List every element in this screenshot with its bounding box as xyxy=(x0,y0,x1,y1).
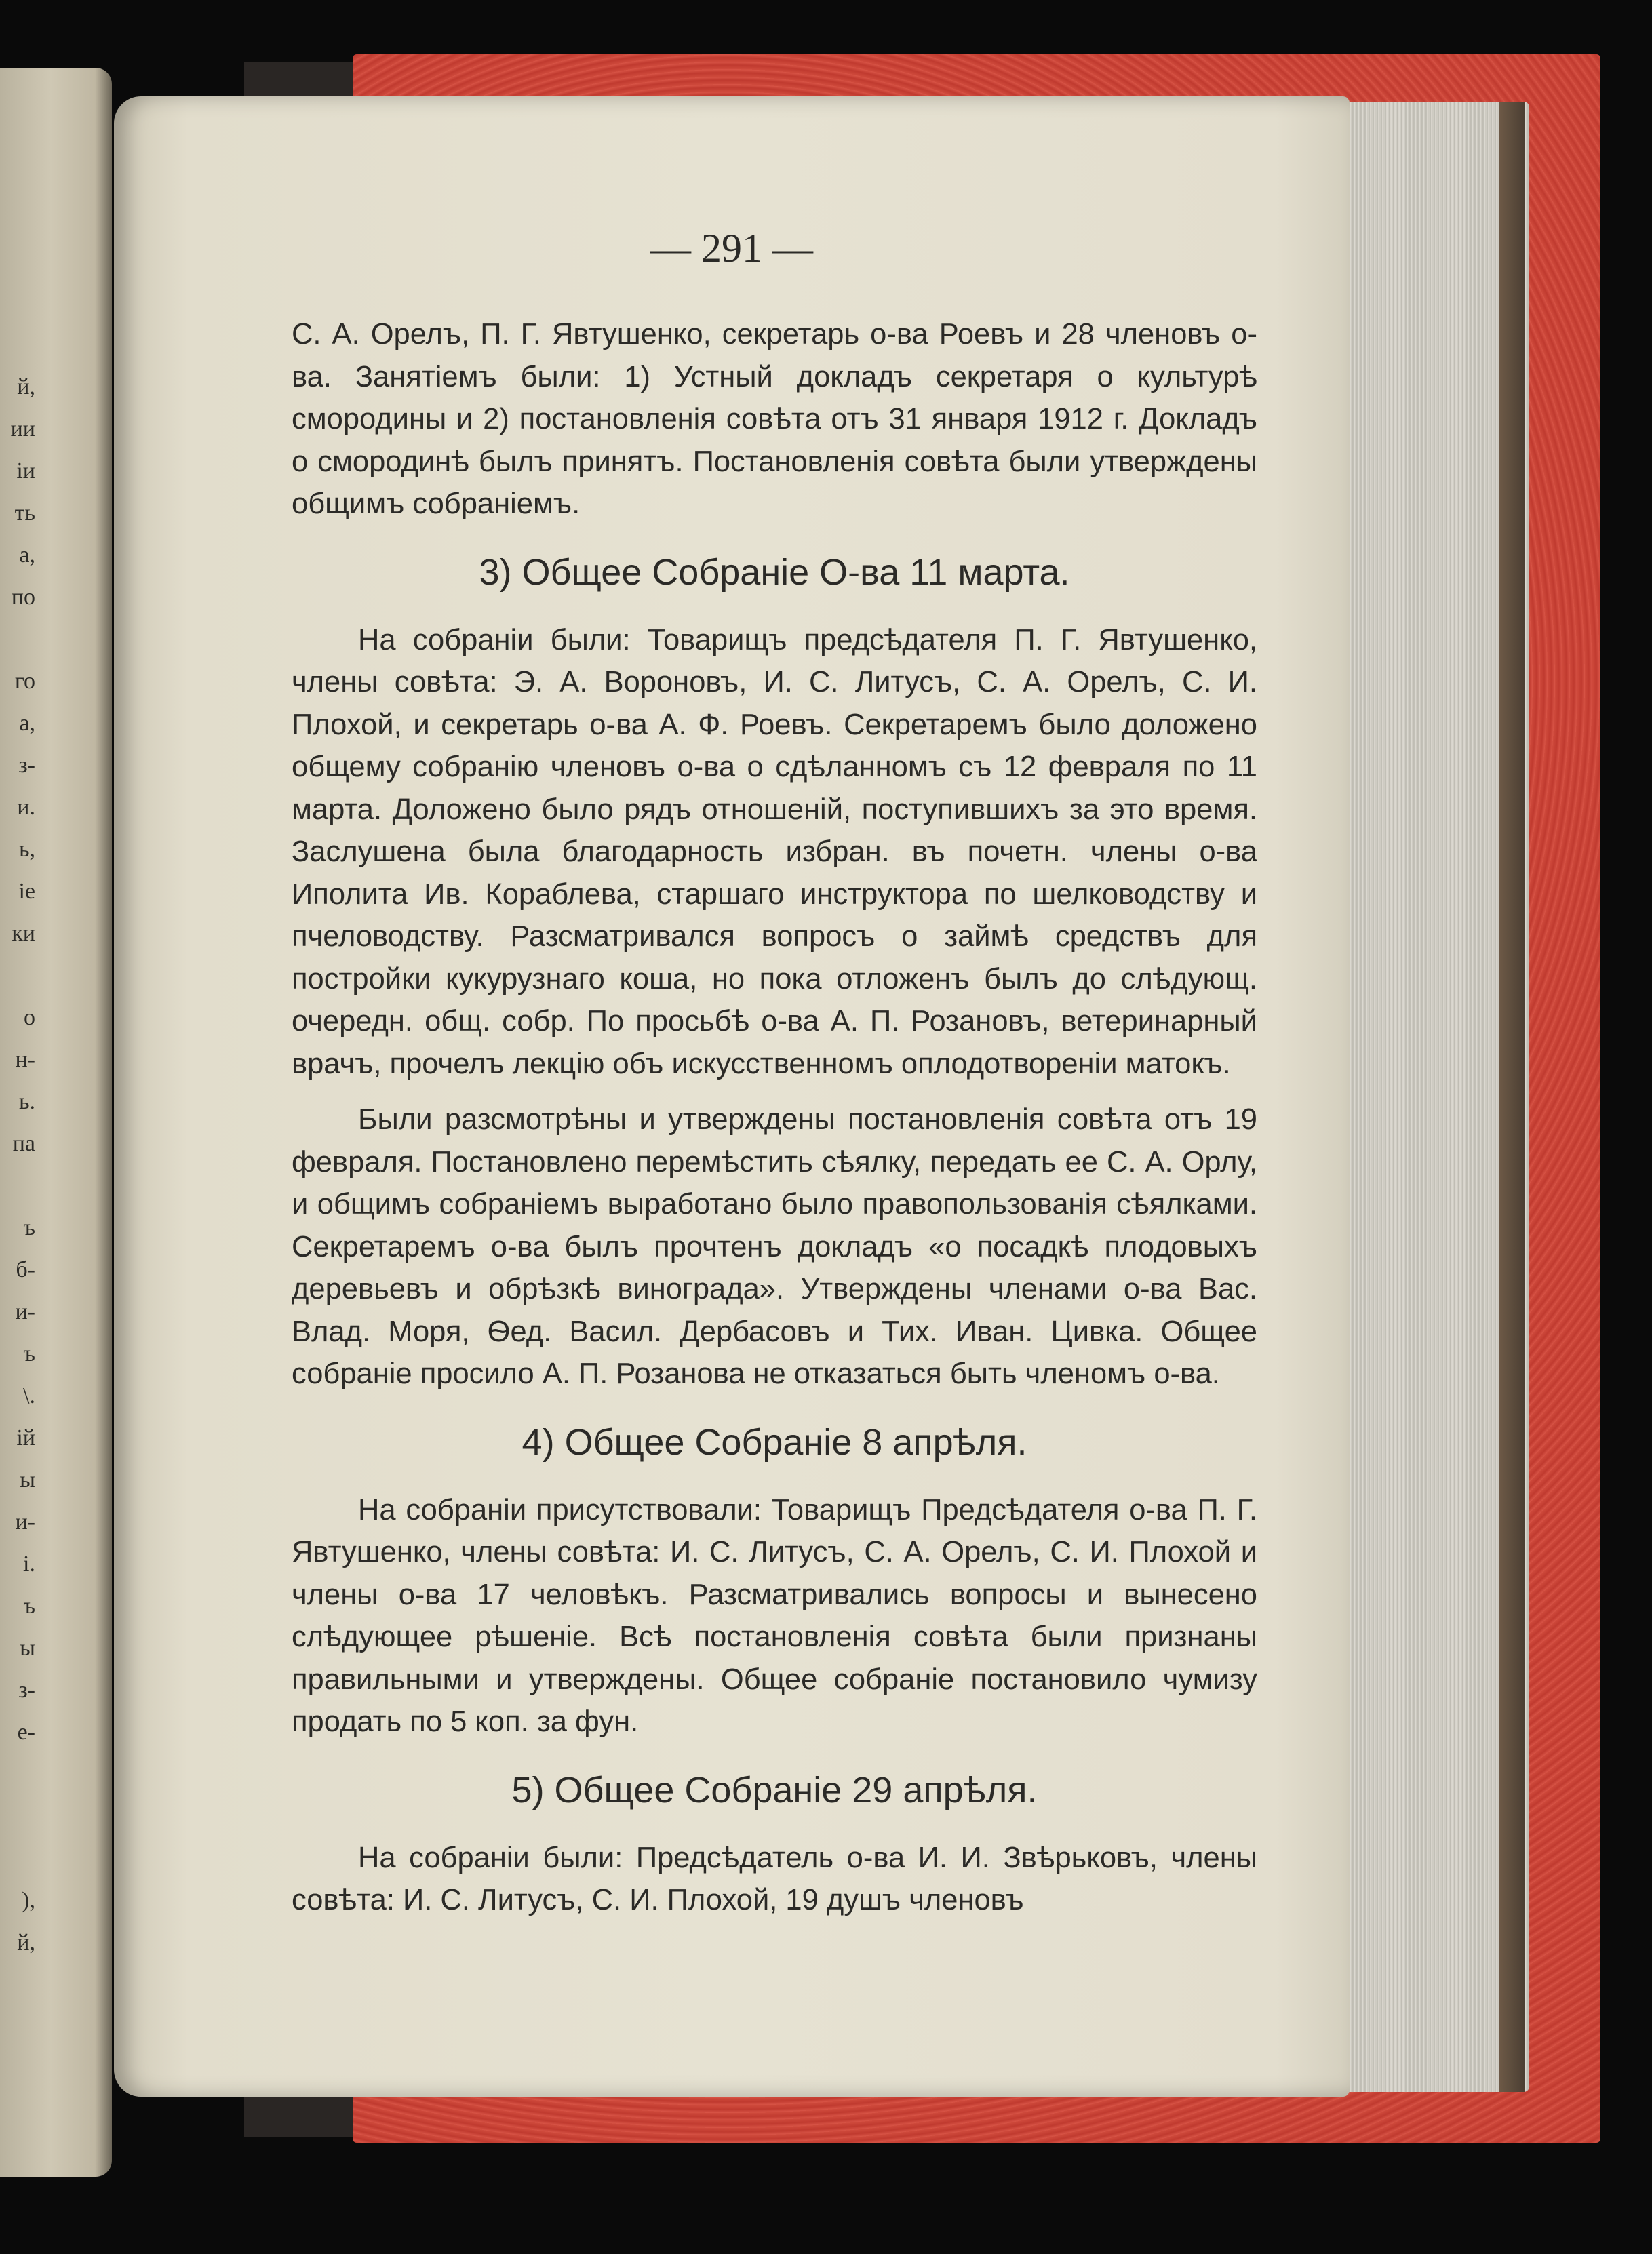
previous-page-line-fragment: б- xyxy=(16,1257,35,1282)
previous-page-line-fragment xyxy=(0,1796,41,1838)
section-3-paragraph-2: Были разсмотрѣны и утверждены постановленія совѣта отъ 19 февраля. Постановлено перемѣстить сѣялку, передать ее С. А. Орлу, и общимъ собраніемъ выработано было правопользованія сѣялками. Секретаремъ о-ва былъ прочтенъ докладъ «о посадкѣ плодовыхъ деревьевъ и обрѣзкѣ винограда». Утверждены членами о-ва Вас. Влад. Моря, Ѳед. Васил. Дербасовъ и Тих. Иван. Цивка. Общее собраніе просило А. П. Розанова не отказаться быть членомъ о-ва. xyxy=(292,1103,1257,1390)
previous-page-line-fragment: по xyxy=(11,585,35,610)
section-3-heading: 3) Общее Собраніе О-ва 11 марта. xyxy=(479,551,1070,593)
previous-page-line-fragment: ы xyxy=(20,1636,35,1661)
previous-page-line-fragment xyxy=(0,1165,41,1207)
previous-page-line-fragment: з- xyxy=(18,1678,35,1703)
previous-page-line-fragment: іе xyxy=(18,879,35,904)
section-3-paragraph-1: На собраніи были: Товарищъ предсѣдателя П. Г. Явтушенко, члены совѣта: Э. А. Вороновъ, И. С. Литусъ, С. А. Орелъ, С. И. Плохой, и секретарь о-ва А. Ф. Роевъ. Секретаремъ было доложено общему собранію членовъ о-ва о сдѣланномъ съ 12 февраля по 11 марта. Доложено было рядъ отношеній, поступившихъ за это время. Заслушена была благодарность избран. въ почетн. члены о-ва Иполита Ив. Кораблева, старшаго инструктора по шелководству и пчеловодству. Разсматривался вопросъ о займѣ средствъ для постройки кукурузнаго коша, но пока отложенъ былъ до слѣдующ. очередн. общ. собр. По просьбѣ о-ва А. П. Розановъ, ветеринарный врачъ, прочелъ лекцію объ искусственномъ оплодотвореніи матокъ. xyxy=(292,623,1257,1080)
page-291 xyxy=(114,96,1350,2097)
previous-page-line-fragment: ъ xyxy=(23,1594,35,1619)
intro-paragraph: С. А. Орелъ, П. Г. Явтушенко, секретарь о-ва Роевъ и 28 членовъ о-ва. Занятіемъ были: 1) Устный докладъ секретаря о культурѣ смородины и 2) постановленія совѣта отъ 31 января 1912 г. Докладъ о смородинѣ былъ принятъ. Постановленія совѣта были утверждены общимъ собраніемъ. xyxy=(292,318,1257,520)
previous-page-line-fragment: і. xyxy=(23,1551,35,1577)
previous-page-line-fragment xyxy=(0,1754,41,1796)
previous-page-line-fragment: ій xyxy=(16,1425,35,1450)
previous-page-line-fragment: н- xyxy=(15,1047,35,1072)
previous-page-line-fragment: з- xyxy=(18,753,35,778)
previous-page-line-fragment: ь, xyxy=(18,837,35,862)
previous-page-line-fragment: па xyxy=(12,1131,35,1156)
previous-page-line-fragment: и. xyxy=(17,795,35,820)
previous-page-line-fragment: \. xyxy=(23,1383,35,1408)
section-5-heading: 5) Общее Собраніе 29 апрѣля. xyxy=(511,1769,1038,1811)
previous-page-line-fragment: о xyxy=(24,1005,35,1030)
previous-page-line-fragment xyxy=(0,1838,41,1880)
previous-page-line-fragment: е- xyxy=(17,1720,35,1745)
previous-page-line-fragment: ъ xyxy=(23,1215,35,1240)
previous-page-text-fragments xyxy=(0,366,41,2061)
page-number: — 291 — xyxy=(650,226,813,271)
section-4-paragraph: На собраніи присутствовали: Товарищъ Предсѣдателя о-ва П. Г. Явтушенко, члены совѣта: И. С. Литусъ, С. А. Орелъ, С. И. Плохой и члены о-ва 17 человѣкъ. Разсматривались вопросы и вынесено слѣдующее рѣшеніе. Всѣ постановленія совѣта были признаны правильными и утверждены. Общее собраніе постановило чумизу продать по 5 коп. за фун. xyxy=(292,1493,1257,1738)
previous-page-line-fragment: й, xyxy=(17,1930,35,1955)
section-4-heading: 4) Общее Собраніе 8 апрѣля. xyxy=(522,1421,1027,1463)
previous-page xyxy=(0,68,112,2177)
previous-page-line-fragment: и- xyxy=(15,1299,35,1324)
previous-page-line-fragment: ть xyxy=(14,500,35,526)
previous-page-line-fragment: ы xyxy=(20,1467,35,1492)
previous-page-line-fragment: а, xyxy=(19,711,35,736)
page-body xyxy=(292,313,1257,1922)
previous-page-line-fragment: ки xyxy=(12,921,35,946)
previous-page-line-fragment xyxy=(0,955,41,997)
previous-page-line-fragment xyxy=(0,618,41,660)
section-5-paragraph: На собраніи были: Предсѣдатель о-ва И. И. Звѣрьковъ, члены совѣта: И. С. Литусъ, С. И. Плохой, 19 душъ членовъ xyxy=(292,1841,1257,1916)
previous-page-line-fragment: ), xyxy=(22,1888,35,1913)
previous-page-line-fragment: го xyxy=(14,669,35,694)
previous-page-line-fragment: ии xyxy=(10,416,35,441)
previous-page-line-fragment: іи xyxy=(16,458,35,483)
previous-page-line-fragment: и- xyxy=(15,1509,35,1535)
previous-page-line-fragment: й, xyxy=(17,374,35,399)
page-edges-shadow xyxy=(1499,102,1525,2092)
previous-page-line-fragment: ъ xyxy=(23,1341,35,1366)
previous-page-line-fragment: а, xyxy=(19,542,35,568)
previous-page-line-fragment: ь. xyxy=(18,1089,35,1114)
